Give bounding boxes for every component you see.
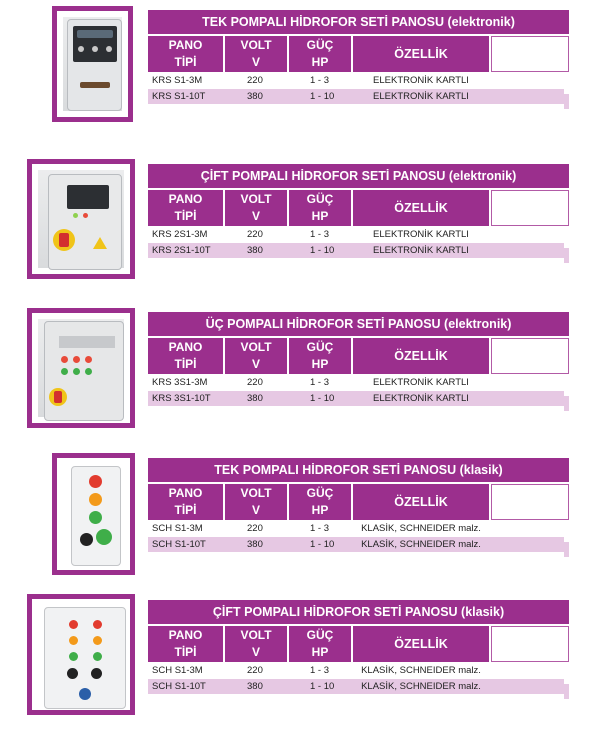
product-table bbox=[148, 164, 569, 258]
header-guc: GÜÇ HP bbox=[289, 626, 351, 662]
header-pano-tipi: PANO TİPİ bbox=[148, 338, 223, 374]
cell-tipi: KRS S1-10T bbox=[152, 91, 206, 102]
header-guc: GÜÇ HP bbox=[289, 338, 351, 374]
cell-volt: 380 bbox=[247, 681, 263, 692]
header-empty-cell bbox=[491, 36, 569, 72]
header-pano-tipi: PANO TİPİ bbox=[148, 626, 223, 662]
header-volt: VOLT V bbox=[225, 626, 287, 662]
cell-tipi: KRS S1-3M bbox=[152, 75, 203, 86]
cell-ozellik: ELEKTRONİK KARTLI bbox=[373, 245, 469, 256]
product-photo-frame bbox=[27, 594, 135, 715]
table-row bbox=[148, 663, 569, 678]
table-row bbox=[148, 89, 564, 104]
header-ozellik: ÖZELLİK bbox=[353, 36, 489, 72]
cell-volt: 380 bbox=[247, 539, 263, 550]
control-panel-image bbox=[38, 170, 124, 268]
cell-volt: 220 bbox=[247, 665, 263, 676]
section-title: ÜÇ POMPALI HİDROFOR SETİ PANOSU (elektronik) bbox=[148, 312, 569, 336]
header-empty-cell bbox=[491, 484, 569, 520]
cell-tipi: KRS 2S1-3M bbox=[152, 229, 208, 240]
cell-tipi: KRS 3S1-10T bbox=[152, 393, 211, 404]
header-guc: GÜÇ HP bbox=[289, 190, 351, 226]
table-header bbox=[148, 36, 569, 72]
row-edge-marker bbox=[564, 94, 569, 109]
header-ozellik: ÖZELLİK bbox=[353, 338, 489, 374]
product-table bbox=[148, 458, 569, 552]
header-empty-cell bbox=[491, 338, 569, 374]
cell-tipi: KRS 3S1-3M bbox=[152, 377, 208, 388]
table-row bbox=[148, 73, 569, 88]
cell-ozellik: ELEKTRONİK KARTLI bbox=[373, 229, 469, 240]
cell-guc: 1 - 3 bbox=[310, 665, 330, 676]
cell-volt: 220 bbox=[247, 523, 263, 534]
table-row bbox=[148, 243, 564, 258]
product-photo-frame bbox=[52, 453, 135, 575]
table-row bbox=[148, 375, 569, 390]
cell-tipi: SCH S1-3M bbox=[152, 665, 203, 676]
header-empty-cell bbox=[491, 190, 569, 226]
header-ozellik: ÖZELLİK bbox=[353, 190, 489, 226]
cell-tipi: SCH S1-10T bbox=[152, 539, 206, 550]
header-pano-tipi: PANO TİPİ bbox=[148, 190, 223, 226]
cell-guc: 1 - 3 bbox=[310, 523, 330, 534]
product-photo-frame bbox=[27, 308, 135, 428]
control-panel-image bbox=[38, 319, 124, 417]
cell-guc: 1 - 10 bbox=[310, 91, 335, 102]
table-row bbox=[148, 679, 564, 694]
table-row bbox=[148, 521, 569, 536]
table-header bbox=[148, 338, 569, 374]
table-header bbox=[148, 626, 569, 662]
control-panel-image bbox=[63, 464, 124, 564]
cell-ozellik: KLASİK, SCHNEIDER malz. bbox=[361, 665, 481, 676]
table-row bbox=[148, 227, 569, 242]
cell-ozellik: ELEKTRONİK KARTLI bbox=[373, 75, 469, 86]
section-title: ÇİFT POMPALI HİDROFOR SETİ PANOSU (elektronik) bbox=[148, 164, 569, 188]
cell-guc: 1 - 3 bbox=[310, 229, 330, 240]
row-edge-marker bbox=[564, 396, 569, 411]
cell-ozellik: KLASİK, SCHNEIDER malz. bbox=[361, 539, 481, 550]
cell-guc: 1 - 10 bbox=[310, 681, 335, 692]
header-volt: VOLT V bbox=[225, 338, 287, 374]
header-empty-cell bbox=[491, 626, 569, 662]
header-volt: VOLT V bbox=[225, 484, 287, 520]
control-panel-image bbox=[63, 17, 122, 111]
header-volt: VOLT V bbox=[225, 190, 287, 226]
cell-volt: 220 bbox=[247, 75, 263, 86]
cell-guc: 1 - 10 bbox=[310, 539, 335, 550]
product-photo-frame bbox=[52, 6, 133, 122]
cell-guc: 1 - 3 bbox=[310, 75, 330, 86]
cell-volt: 220 bbox=[247, 377, 263, 388]
product-table bbox=[148, 600, 569, 694]
row-edge-marker bbox=[564, 248, 569, 263]
table-header bbox=[148, 190, 569, 226]
cell-ozellik: ELEKTRONİK KARTLI bbox=[373, 91, 469, 102]
section-title: TEK POMPALI HİDROFOR SETİ PANOSU (elektronik) bbox=[148, 10, 569, 34]
cell-volt: 380 bbox=[247, 393, 263, 404]
cell-ozellik: KLASİK, SCHNEIDER malz. bbox=[361, 523, 481, 534]
table-header bbox=[148, 484, 569, 520]
cell-tipi: SCH S1-10T bbox=[152, 681, 206, 692]
table-row bbox=[148, 537, 564, 552]
cell-guc: 1 - 10 bbox=[310, 245, 335, 256]
product-table bbox=[148, 10, 569, 104]
section-title: TEK POMPALI HİDROFOR SETİ PANOSU (klasik) bbox=[148, 458, 569, 482]
header-volt: VOLT V bbox=[225, 36, 287, 72]
cell-volt: 380 bbox=[247, 245, 263, 256]
row-edge-marker bbox=[564, 542, 569, 557]
product-table bbox=[148, 312, 569, 406]
cell-tipi: SCH S1-3M bbox=[152, 523, 203, 534]
cell-guc: 1 - 3 bbox=[310, 377, 330, 388]
product-photo-frame bbox=[27, 159, 135, 279]
header-ozellik: ÖZELLİK bbox=[353, 484, 489, 520]
header-pano-tipi: PANO TİPİ bbox=[148, 36, 223, 72]
table-row bbox=[148, 391, 564, 406]
cell-guc: 1 - 10 bbox=[310, 393, 335, 404]
cell-tipi: KRS 2S1-10T bbox=[152, 245, 211, 256]
section-title: ÇİFT POMPALI HİDROFOR SETİ PANOSU (klasik) bbox=[148, 600, 569, 624]
header-ozellik: ÖZELLİK bbox=[353, 626, 489, 662]
header-guc: GÜÇ HP bbox=[289, 36, 351, 72]
cell-volt: 220 bbox=[247, 229, 263, 240]
cell-volt: 380 bbox=[247, 91, 263, 102]
cell-ozellik: ELEKTRONİK KARTLI bbox=[373, 393, 469, 404]
header-guc: GÜÇ HP bbox=[289, 484, 351, 520]
cell-ozellik: ELEKTRONİK KARTLI bbox=[373, 377, 469, 388]
row-edge-marker bbox=[564, 684, 569, 699]
cell-ozellik: KLASİK, SCHNEIDER malz. bbox=[361, 681, 481, 692]
control-panel-image bbox=[38, 605, 124, 704]
header-pano-tipi: PANO TİPİ bbox=[148, 484, 223, 520]
